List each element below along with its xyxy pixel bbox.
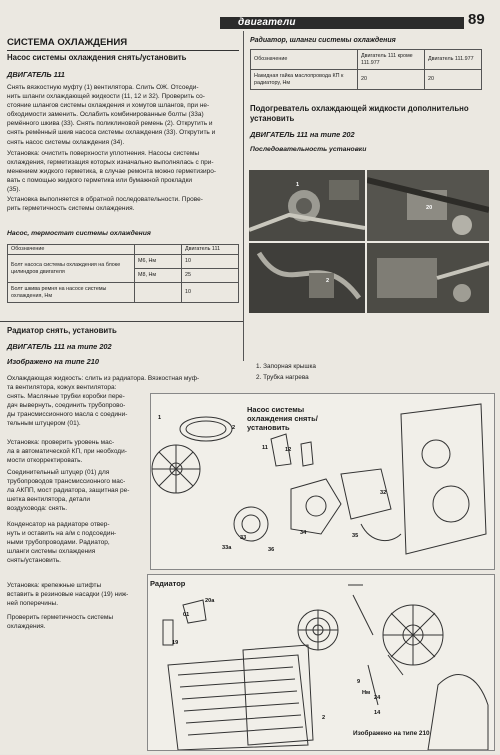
text-line: мости откорректировать. — [7, 457, 83, 465]
install-sequence-heading: Последовательность установки — [250, 146, 367, 153]
text-line: ней поперечины. — [7, 600, 59, 608]
pump-final-text — [7, 195, 239, 213]
table-header-cell: Обозначение — [8, 245, 135, 255]
section-title: СИСТЕМА ОХЛАЖДЕНИЯ — [7, 37, 128, 48]
header-section-title: двигатели — [238, 17, 296, 28]
text-line: воздуховода: снять. — [7, 505, 67, 513]
radiator-engine-heading: ДВИГАТЕЛЬ 111 на типе 202 — [7, 342, 112, 351]
table-cell: 10 — [182, 255, 239, 269]
part-number: 33a — [222, 545, 232, 551]
text-line: дач вывернуть, соединить трубопрово- — [7, 402, 126, 410]
part-number: 19 — [172, 640, 179, 646]
engine-photo-1 — [249, 170, 365, 241]
section-rule — [0, 321, 243, 322]
part-number: 2 — [322, 715, 326, 721]
part-number: 11 — [262, 445, 268, 451]
text-line: охлаждения, герметизация которых изначально выполнялась с при- — [7, 159, 214, 167]
photo-label: 1 — [296, 182, 300, 188]
table-cell: 25 — [182, 269, 239, 283]
text-line: тельным штуцером (01). — [7, 420, 81, 428]
part-number: 34 — [300, 530, 307, 536]
text-line: (35). — [7, 186, 21, 194]
part-number: 9 — [357, 679, 361, 685]
table-header-cell: Двигатель 111 — [182, 245, 239, 255]
engine-heading: ДВИГАТЕЛЬ 111 — [7, 70, 65, 79]
torque-table-2 — [250, 49, 482, 90]
text-line: шланги системы охлаждения — [7, 548, 96, 556]
radiator-text-2 — [7, 438, 147, 465]
photo-label: 20 — [426, 205, 433, 211]
radiator-text-4 — [7, 520, 147, 565]
part-number: Нм — [362, 690, 371, 696]
table-cell: 20 — [425, 70, 482, 90]
text-line: нить шланги охлаждающей жидкости (11, 12 и 32). Проверить со- — [7, 93, 205, 101]
text-line: Установка: проверить уровень мас- — [7, 439, 115, 446]
text-line: обходимости заменить. Ослабить комбинированные болты (33а) — [7, 111, 204, 119]
part-number: 14 — [374, 710, 381, 716]
table-header-cell — [135, 245, 182, 255]
table-cell: Накидная гайка маслопровода КП к радиатору, Нм — [251, 70, 358, 90]
title-rule — [7, 50, 239, 51]
table-cell: Болт шкива ремня на насосе системы охлаждения, Нм — [8, 283, 135, 303]
text-line: трубопроводов трансмиссионного мас- — [7, 478, 126, 486]
torque-table-1 — [7, 244, 239, 303]
text-line: вставить в резиновые насадки (19) ниж- — [7, 591, 129, 599]
text-line: ремённого шкива (33). Снять поликлиновой ремень (2). Открутить и — [7, 120, 213, 128]
hoses-heading: Радиатор, шланги системы охлаждения — [250, 37, 396, 44]
part-number: 12 — [285, 447, 292, 453]
radiator-figure — [147, 574, 495, 751]
text-line: снять. Масляные трубки коробки пере- — [7, 393, 125, 401]
radiator-heading: Радиатор снять, установить — [7, 326, 117, 335]
text-line: ла в автоматической КП, при необходи- — [7, 448, 127, 456]
text-line: Установка: крепежные штифты — [7, 582, 102, 589]
radiator-shown-heading: Изображено на типе 210 — [7, 357, 100, 366]
text-line: менением жидкого герметика, в случае ремонта можно герметизиро- — [7, 168, 217, 176]
text-line: ными трубопроводами. Радиатор, — [7, 539, 110, 547]
table-header-cell: Обозначение — [251, 50, 358, 70]
part-number: 36 — [268, 547, 275, 553]
engine-photo-3 — [249, 243, 365, 313]
part-number: 32 — [380, 490, 387, 496]
heater-heading: Подогреватель охлаждающей жидкости дополнительно установить — [250, 104, 469, 123]
text-line: нуть и оставить на а/м с подсоедин- — [7, 530, 117, 538]
text-line: снять ремённый шкив насоса системы охлаждения (33). Открутить и — [7, 129, 216, 137]
text-line: Конденсатор на радиаторе отвер- — [7, 521, 110, 528]
text-line: снять/установить. — [7, 557, 61, 565]
thermo-heading: Насос, термостат системы охлаждения — [7, 230, 151, 237]
radiator-text-6 — [7, 613, 147, 631]
part-number: 01 — [183, 612, 190, 618]
text-line: Установка выполняется в обратной последовательности. Прове- — [7, 196, 203, 203]
part-number: 33 — [240, 535, 247, 541]
text-line: стояние шлангов системы охлаждения и хомутов шлангов, при не- — [7, 102, 210, 110]
text-line: вать с помощью жидкого герметика или бумажной прокладки — [7, 177, 193, 185]
part-number: 35 — [352, 533, 359, 539]
pump-install-text — [7, 149, 239, 194]
text-line: шетка вентилятора, детали — [7, 496, 90, 504]
table-cell: 20 — [358, 70, 425, 90]
text-line: ды трансмиссионного масла с соедини- — [7, 411, 128, 419]
part-number: 24 — [374, 695, 381, 701]
pump-figure-title: Насос системы охлаждения снять/установить — [247, 405, 318, 432]
text-line: Снять вязкостную муфту (1) вентилятора. Слить ОЖ. Отсоеди- — [7, 84, 199, 91]
part-number: 1 — [158, 415, 162, 421]
table-header-cell: Двигатель 111 кроме 111.977 — [358, 50, 425, 70]
page-number: 89 — [468, 11, 485, 28]
radiator-exploded-drawing — [148, 575, 494, 750]
text-line: Охлаждающая жидкость: слить из радиатора. Вязкостная муф- — [7, 375, 200, 382]
photo-label: 2 — [326, 278, 330, 284]
text-line: охлаждения. — [7, 623, 46, 631]
table-cell: М8, Нм — [135, 269, 182, 283]
pump-removal-text — [7, 83, 239, 147]
part-number: 2 — [232, 425, 236, 431]
text-line: ла АКПП, мост радиатора, защитная ре- — [7, 487, 130, 495]
engine-photo-4 — [367, 243, 489, 313]
text-line: снять насос системы охлаждения (34). — [7, 138, 125, 146]
table-cell: М6, Нм — [135, 255, 182, 269]
part-number: 20а — [205, 598, 215, 604]
text-line: Проверить герметичность системы — [7, 614, 114, 621]
table-cell: Болт насоса системы охлаждения на блоке цилиндров двигателя — [8, 255, 135, 283]
radiator-figure-caption: Изображено на типе 210 — [353, 730, 430, 737]
legend-item: 1. Запорная крышка — [256, 363, 316, 370]
text-line: Соединительный штуцер (01) для — [7, 469, 110, 476]
radiator-figure-title: Радиатор — [150, 579, 186, 588]
text-line: та вентилятора, кожух вентилятора: — [7, 384, 117, 392]
table-header-cell: Двигатель 111.977 — [425, 50, 482, 70]
pump-heading: Насос системы охлаждения снять/установить — [7, 53, 187, 62]
table-cell — [135, 283, 182, 303]
text-line: Установка: очистить поверхности уплотнения. Насосы системы — [7, 150, 200, 157]
heater-engine-heading: ДВИГАТЕЛЬ 111 на типе 202 — [250, 130, 355, 139]
column-divider — [243, 31, 244, 361]
radiator-text-5 — [7, 581, 147, 608]
legend-item: 2. Трубка нагрева — [256, 374, 309, 381]
radiator-text-3 — [7, 468, 147, 513]
table-cell: 10 — [182, 283, 239, 303]
text-line: рить герметичность системы охлаждения. — [7, 205, 135, 213]
